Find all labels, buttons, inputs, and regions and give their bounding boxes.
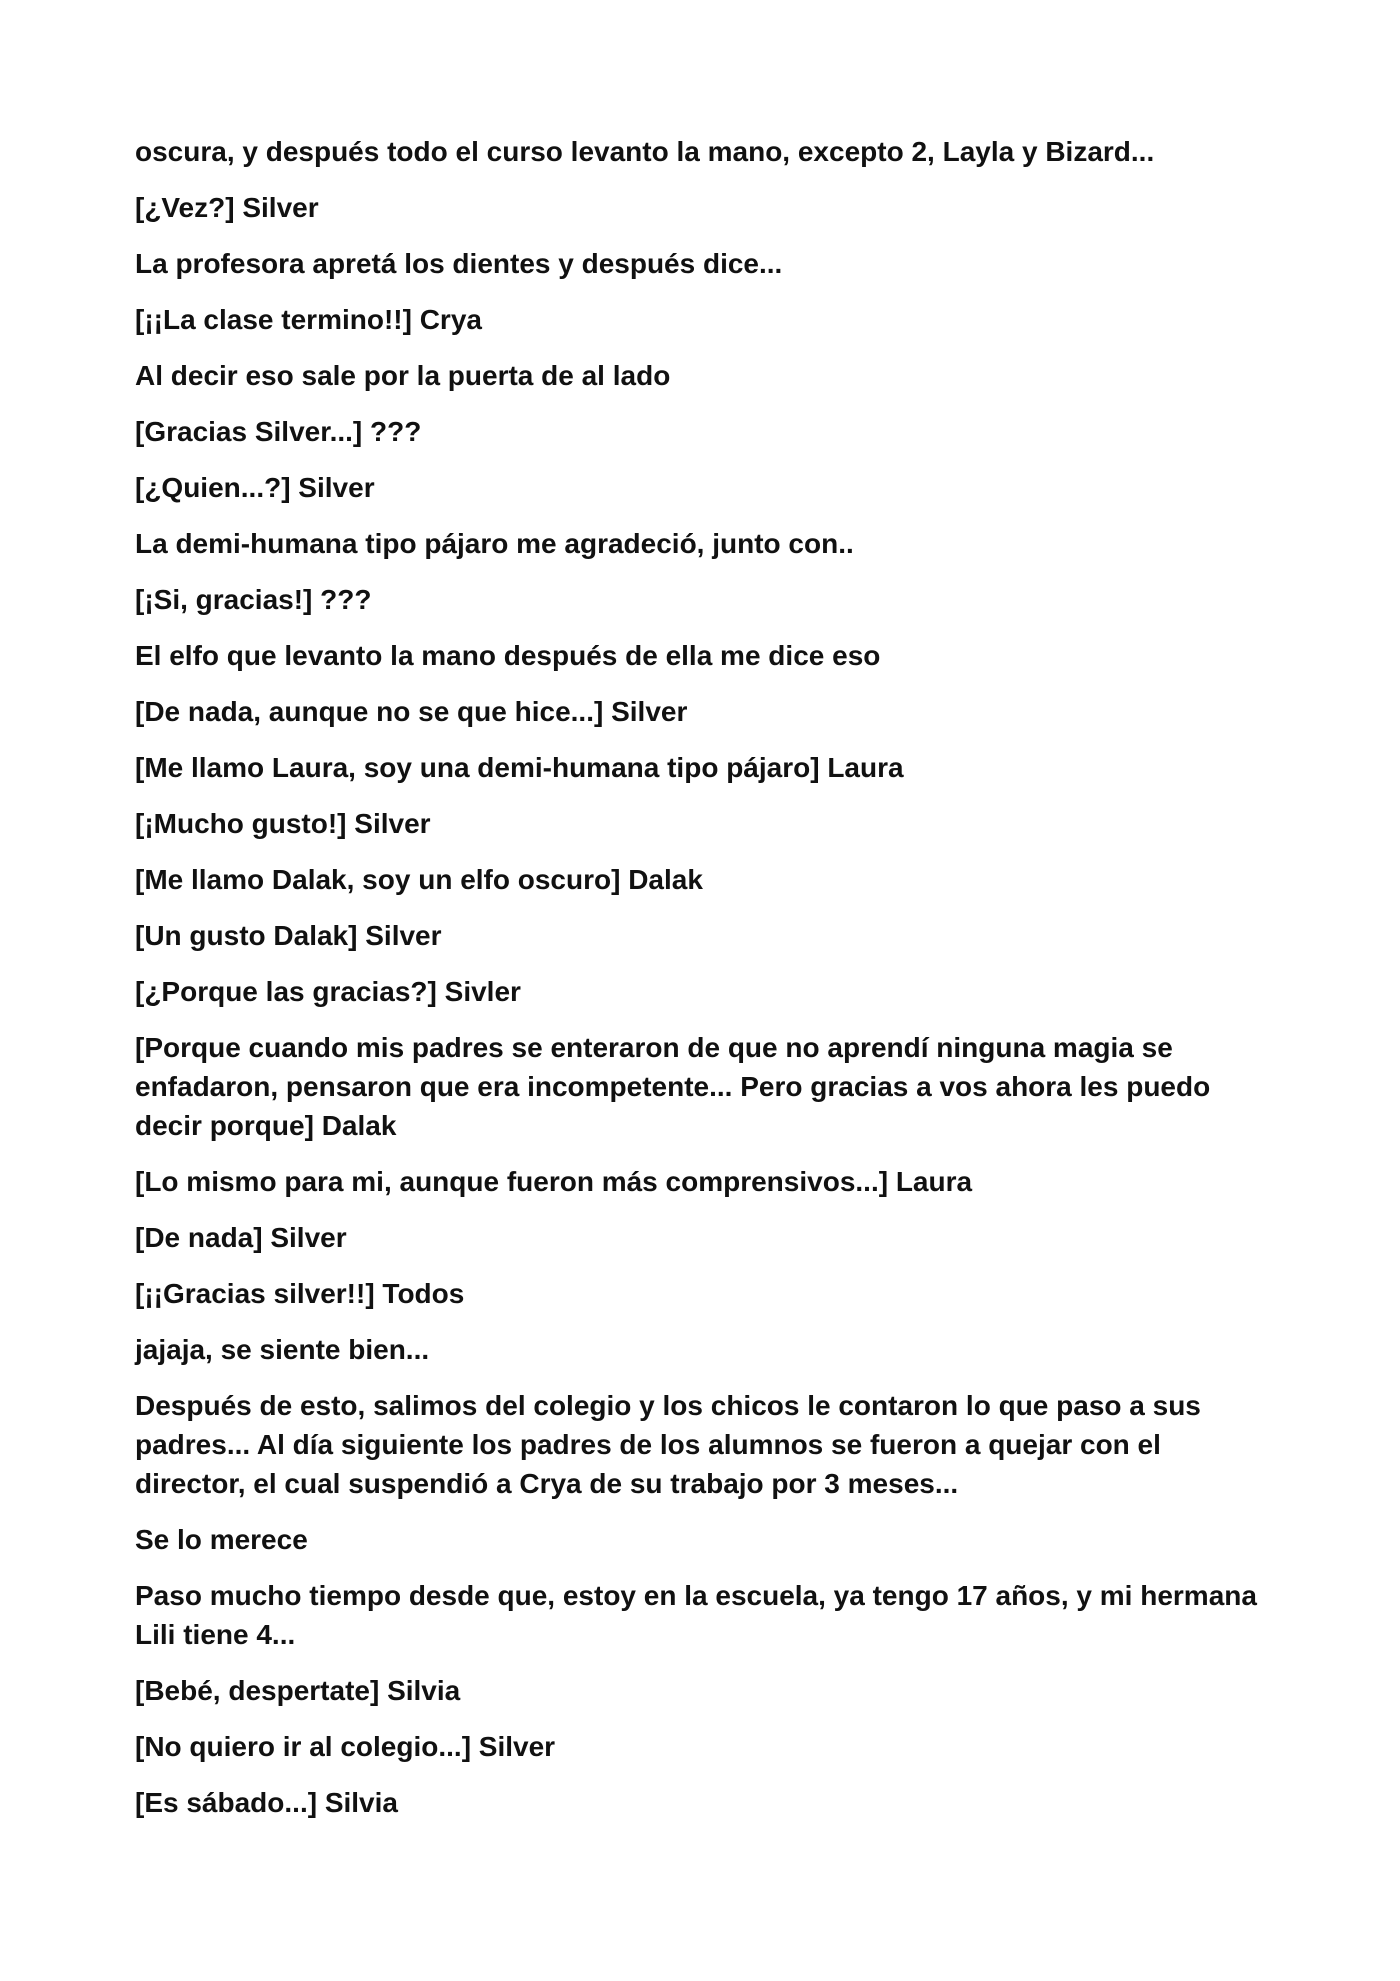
paragraph: [Un gusto Dalak] Silver xyxy=(135,920,442,951)
paragraph: [Porque cuando mis padres se enteraron de que no aprendí ninguna magia se enfadaron, pensaron que era incompetente... Pero gracias a vos ahora les puedo decir porque] Dalak xyxy=(135,1032,1211,1141)
paragraph: [Me llamo Laura, soy una demi-humana tipo pájaro] Laura xyxy=(135,752,904,783)
paragraph: Después de esto, salimos del colegio y los chicos le contaron lo que paso a sus padres... Al día siguiente los padres de los alumnos se fueron a quejar con el director, el cual suspendió a Crya de su trabajo por 3 meses... xyxy=(135,1390,1201,1499)
paragraph: [¡¡La clase termino!!] Crya xyxy=(135,304,482,335)
paragraph: [No quiero ir al colegio...] Silver xyxy=(135,1731,556,1762)
paragraph: [De nada] Silver xyxy=(135,1222,347,1253)
paragraph: El elfo que levanto la mano después de ella me dice eso xyxy=(135,640,881,671)
paragraph: [Bebé, despertate] Silvia xyxy=(135,1675,461,1706)
paragraph: [¿Porque las gracias?] Sivler xyxy=(135,976,521,1007)
paragraph: [¡¡Gracias silver!!] Todos xyxy=(135,1278,465,1309)
paragraph: oscura, y después todo el curso levanto la mano, excepto 2, Layla y Bizard... xyxy=(135,136,1155,167)
paragraph: [¿Quien...?] Silver xyxy=(135,472,375,503)
paragraph: [¡Mucho gusto!] Silver xyxy=(135,808,431,839)
paragraph: [Gracias Silver...] ??? xyxy=(135,416,422,447)
document-body xyxy=(135,132,1275,1839)
paragraph: La demi-humana tipo pájaro me agradeció, junto con.. xyxy=(135,528,854,559)
paragraph: [¡Si, gracias!] ??? xyxy=(135,584,372,615)
paragraph: [Es sábado...] Silvia xyxy=(135,1787,398,1818)
paragraph: Paso mucho tiempo desde que, estoy en la escuela, ya tengo 17 años, y mi hermana Lili tiene 4... xyxy=(135,1580,1257,1650)
paragraph: La profesora apretá los dientes y después dice... xyxy=(135,248,783,279)
paragraph: [¿Vez?] Silver xyxy=(135,192,319,223)
paragraph: jajaja, se siente bien... xyxy=(135,1334,430,1365)
paragraph: [De nada, aunque no se que hice...] Silver xyxy=(135,696,688,727)
paragraph: Al decir eso sale por la puerta de al lado xyxy=(135,360,671,391)
paragraph: [Lo mismo para mi, aunque fueron más comprensivos...] Laura xyxy=(135,1166,973,1197)
paragraph: Se lo merece xyxy=(135,1524,308,1555)
paragraph: [Me llamo Dalak, soy un elfo oscuro] Dalak xyxy=(135,864,703,895)
